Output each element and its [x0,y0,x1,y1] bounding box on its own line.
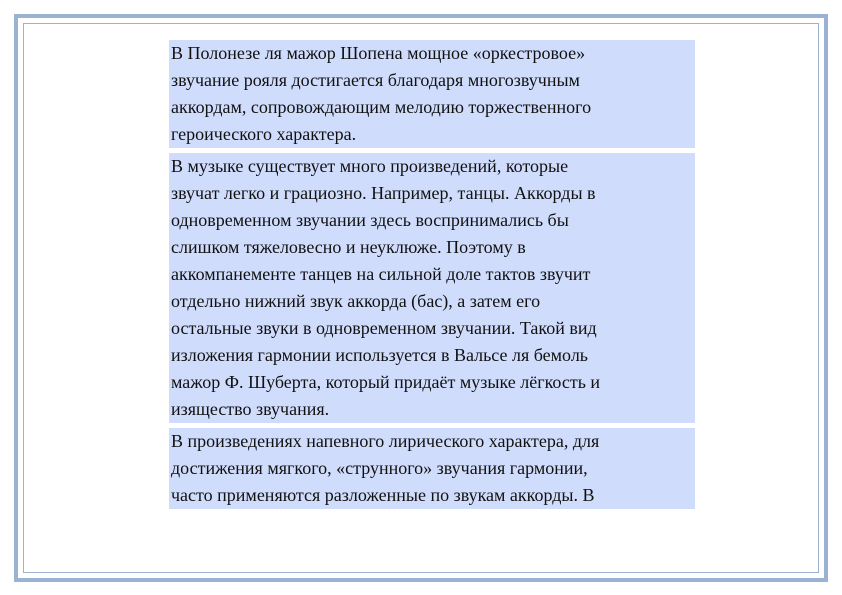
paragraph-1 [169,40,695,148]
text-line: часто применяются разложенные по звукам аккорды. В [169,482,695,509]
text-line: звучание рояля достигается благодаря многозвучным [169,67,695,94]
text-line: В произведениях напевного лирического характера, для [169,428,695,455]
text-line: аккомпанементе танцев на сильной доле тактов звучит [169,261,695,288]
text-line: изящество звучания. [169,396,695,423]
text-line: одновременном звучании здесь воспринимались бы [169,207,695,234]
text-line: остальные звуки в одновременном звучании. Такой вид [169,315,695,342]
text-line: достижения мягкого, «струнного» звучания гармонии, [169,455,695,482]
text-line: слишком тяжеловесно и неуклюже. Поэтому в [169,234,695,261]
text-line: героического характера. [169,121,695,148]
text-line: В музыке существует много произведений, которые [169,153,695,180]
text-line: аккордам, сопровождающим мелодию торжественного [169,94,695,121]
text-line: звучат легко и грациозно. Например, танцы. Аккорды в [169,180,695,207]
paragraph-2 [169,153,695,423]
text-line: изложения гармонии используется в Вальсе ля бемоль [169,342,695,369]
text-line: В Полонезе ля мажор Шопена мощное «оркестровое» [169,40,695,67]
paragraph-3 [169,428,695,509]
text-block [169,40,695,514]
text-line: мажор Ф. Шуберта, который придаёт музыке лёгкость и [169,369,695,396]
text-line: отдельно нижний звук аккорда (бас), а затем его [169,288,695,315]
